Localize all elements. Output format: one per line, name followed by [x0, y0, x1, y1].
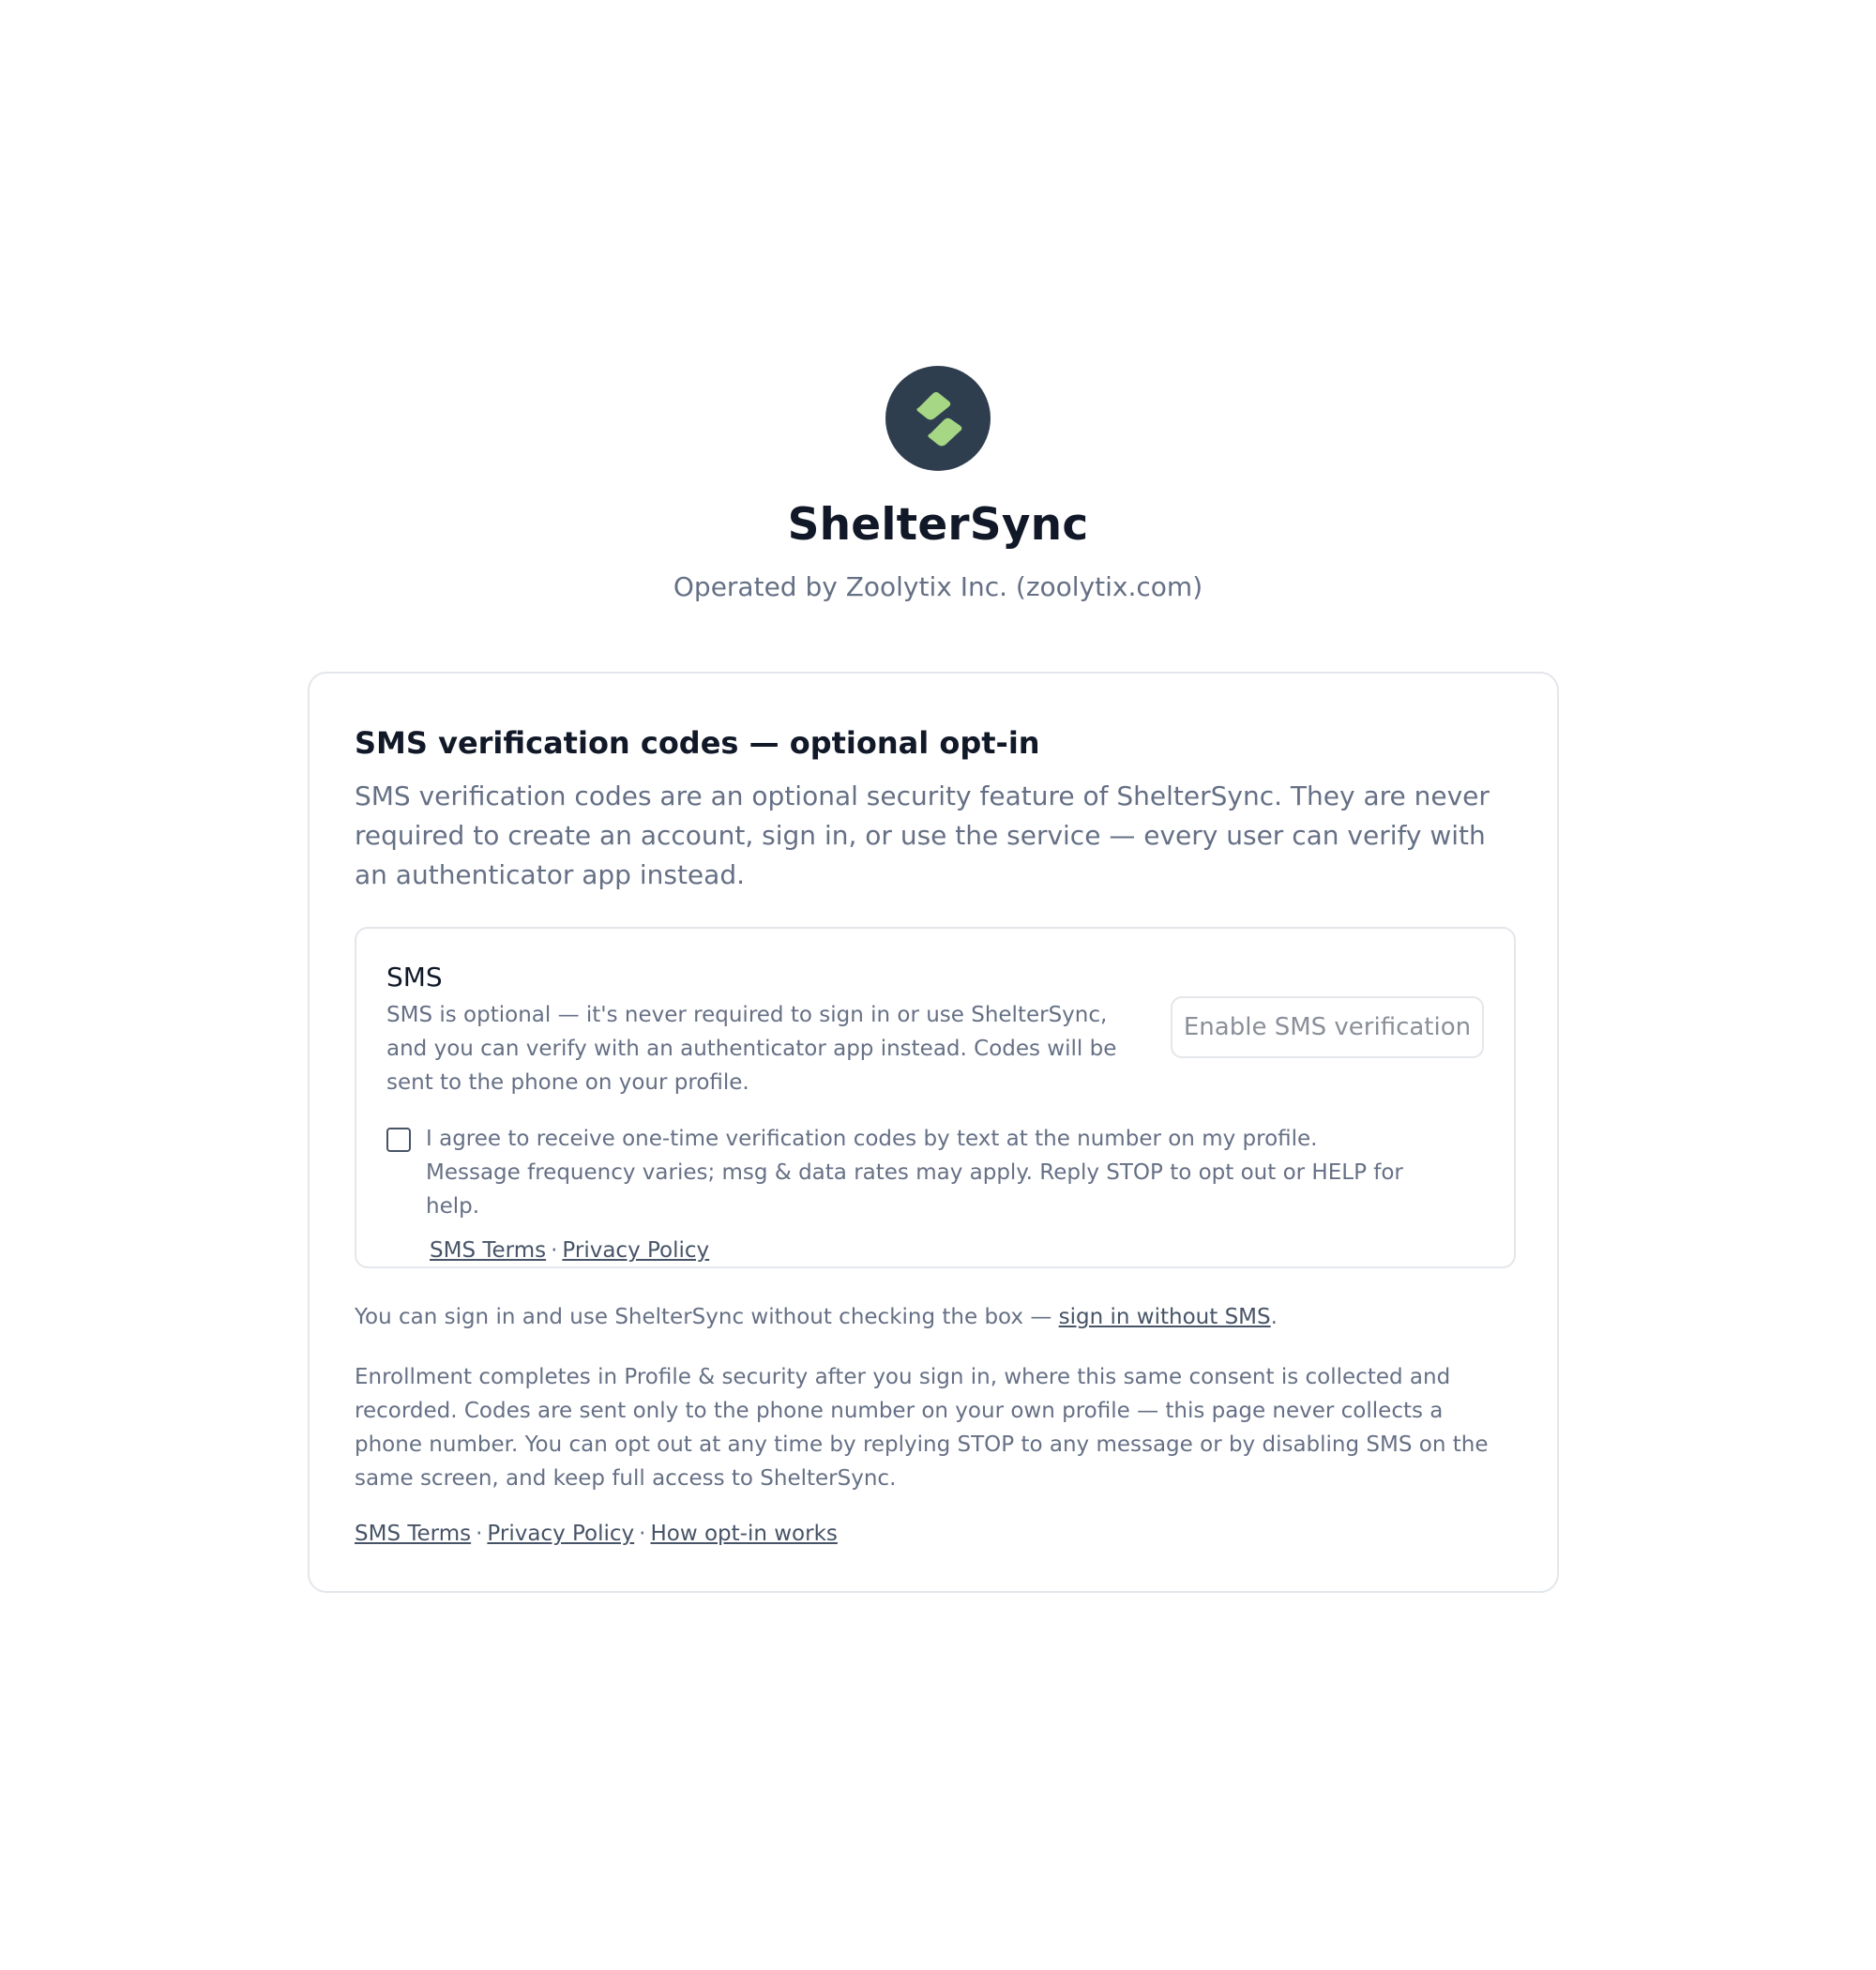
consent-checkbox[interactable] — [386, 1128, 411, 1152]
footer-sms-terms-link[interactable]: SMS Terms — [355, 1522, 472, 1546]
enrollment-text: Enrollment completes in Profile & security after you sign in, where this same consent is collected and recorded. Codes are sent only to the phone number on your own profile — this page never collects a phone number. You can opt out at any time by replying STOP to any message or by disabling SMS on the same screen, and keep full access to ShelterSync. — [355, 1365, 1489, 1491]
sms-box-links — [430, 1238, 1484, 1263]
card-intro: SMS verification codes are an optional security feature of ShelterSync. They are never required to create an account, sign in, or use the service — every user can verify with an authenticator app instead. — [355, 780, 1490, 890]
brand-header — [0, 366, 1876, 602]
sms-optin-card — [308, 672, 1559, 1593]
app-name: ShelterSync — [787, 499, 1089, 551]
how-opt-in-works-link[interactable]: How opt-in works — [650, 1522, 838, 1546]
sheltersync-logo-icon — [885, 366, 991, 471]
footer-privacy-policy-link[interactable]: Privacy Policy — [487, 1522, 635, 1546]
consent-row — [386, 1122, 1484, 1223]
privacy-policy-link[interactable]: Privacy Policy — [562, 1238, 710, 1263]
sms-description: SMS is optional — it's never required to sign in or use ShelterSync, and you can verify with an authenticator app instead. Codes will be sent to the phone on your profile. — [386, 1003, 1117, 1095]
link-separator: · — [551, 1238, 558, 1263]
footer-separator: · — [476, 1522, 483, 1546]
without-sms-text — [355, 1300, 1512, 1334]
consent-text: I agree to receive one-time verification codes by text at the number on my profile. Message frequency varies; msg & data rates may apply. Reply STOP to opt out or HELP for help. — [426, 1127, 1403, 1219]
sms-heading: SMS — [386, 962, 443, 993]
enable-sms-button[interactable]: Enable SMS verification — [1171, 996, 1484, 1058]
footer-links — [355, 1522, 1512, 1546]
footer-separator: · — [639, 1522, 646, 1546]
without-sms-suffix: . — [1270, 1305, 1278, 1329]
card-title: SMS verification codes — optional opt-in — [355, 725, 1040, 761]
operator-text: Operated by Zoolytix Inc. (zoolytix.com) — [673, 571, 1203, 602]
sms-terms-link[interactable]: SMS Terms — [430, 1238, 547, 1263]
sign-in-without-sms-link[interactable]: sign in without SMS — [1058, 1305, 1271, 1329]
without-sms-prefix: You can sign in and use ShelterSync without checking the box — — [355, 1305, 1059, 1329]
sms-settings-box — [355, 927, 1516, 1268]
